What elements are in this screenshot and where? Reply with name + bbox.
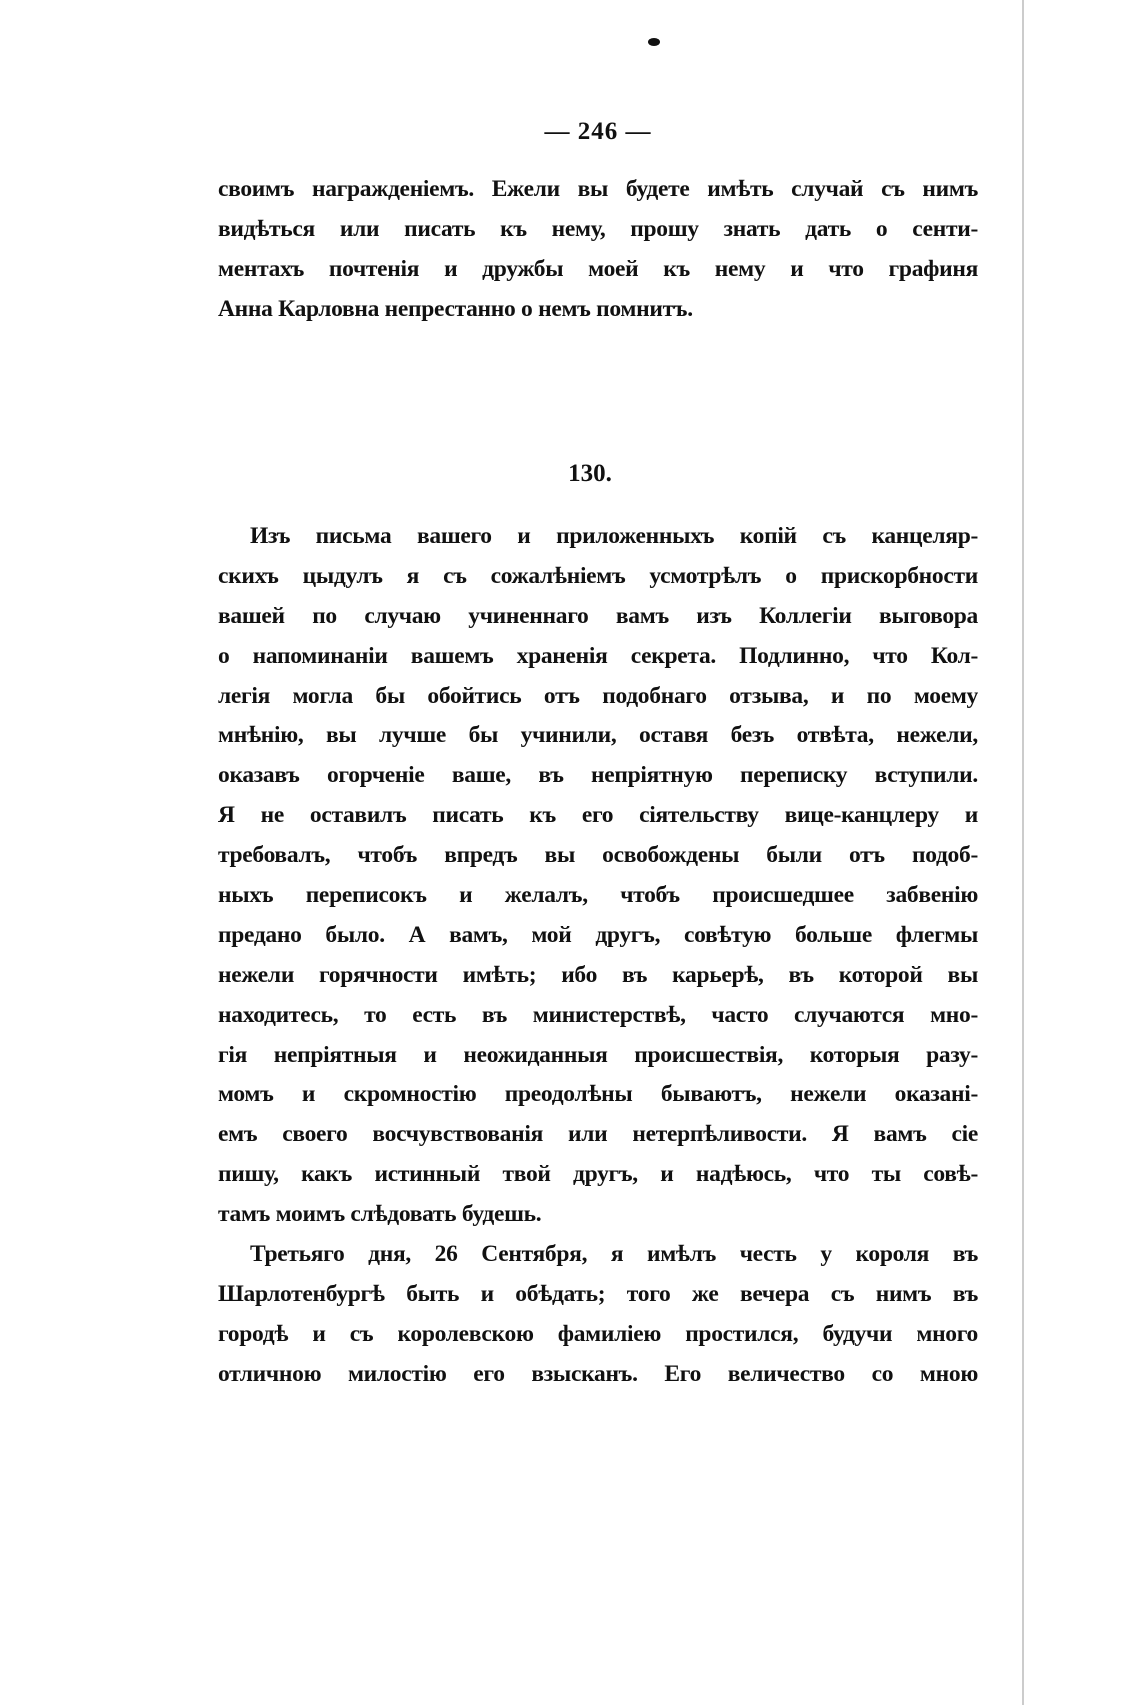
text-line: находитесь, то есть въ министерствѣ, часто случаются мно- xyxy=(218,1001,978,1028)
continuation-text xyxy=(218,170,978,330)
text-line: скихъ цыдулъ я съ сожалѣніемъ усмотрѣлъ о прискорбности xyxy=(218,562,978,589)
text-line: Анна Карловна непрестанно о немъ помнитъ. xyxy=(218,295,693,322)
paragraph-1 xyxy=(218,517,978,1235)
text-line: отличною милостію его взысканъ. Его величество со мною xyxy=(218,1360,978,1387)
section-number: 130. xyxy=(568,460,612,487)
text-line: Я не оставилъ писать къ его сіятельству вице-канцлеру и xyxy=(218,802,978,829)
page-edge-line xyxy=(1022,0,1024,1705)
text-line: тамъ моимъ слѣдовать будешь. xyxy=(218,1201,542,1228)
text-line: оказавъ огорченіе ваше, въ непріятную переписку вступили. xyxy=(218,762,978,789)
text-line: Третьяго дня, 26 Сентября, я имѣлъ честь у короля въ xyxy=(250,1241,978,1267)
text-line: нежели горячности имѣть; ибо въ карьерѣ, въ которой вы xyxy=(218,961,978,988)
text-line: момъ и скромностію преодолѣны бываютъ, нежели оказані- xyxy=(218,1081,978,1108)
text-line: Шарлотенбургѣ быть и обѣдать; того же вечера съ нимъ въ xyxy=(218,1280,978,1307)
text-line: требовалъ, чтобъ впредъ вы освобождены были отъ подоб- xyxy=(218,842,978,869)
scan-speck xyxy=(648,38,660,46)
text-line: гія непріятныя и неожиданныя происшествія, которыя разу- xyxy=(218,1041,978,1068)
text-line: Изъ письма вашего и приложенныхъ копій съ канцеляр- xyxy=(250,523,978,549)
text-line: вашей по случаю учиненнаго вамъ изъ Коллегіи выговора xyxy=(218,602,978,629)
text-line: своимъ награжденіемъ. Ежели вы будете имѣть случай съ нимъ xyxy=(218,176,978,202)
text-line: о напоминаніи вашемъ храненія секрета. Подлинно, что Кол- xyxy=(218,642,978,669)
text-line: предано было. А вамъ, мой другъ, совѣтую больше флегмы xyxy=(218,921,978,948)
text-line: видѣться или писать къ нему, прошу знать дать о сенти- xyxy=(218,215,978,242)
text-line: легія могла бы обойтись отъ подобнаго отзыва, и по моему xyxy=(218,682,978,709)
text-line: ныхъ переписокъ и желалъ, чтобъ происшедшее забвенію xyxy=(218,882,978,909)
page-number: — 246 — xyxy=(544,118,652,145)
text-line: емъ своего восчувствованія или нетерпѣливости. Я вамъ сіе xyxy=(218,1121,978,1148)
text-line: пишу, какъ истинный твой другъ, и надѣюсь, что ты совѣ- xyxy=(218,1161,978,1188)
text-line: ментахъ почтенія и дружбы моей къ нему и что графиня xyxy=(218,255,978,282)
text-line: городѣ и съ королевскою фамиліею простился, будучи много xyxy=(218,1320,978,1347)
paragraph-2 xyxy=(218,1235,978,1395)
text-line: мнѣнію, вы лучше бы учинили, оставя безъ отвѣта, нежели, xyxy=(218,722,978,749)
